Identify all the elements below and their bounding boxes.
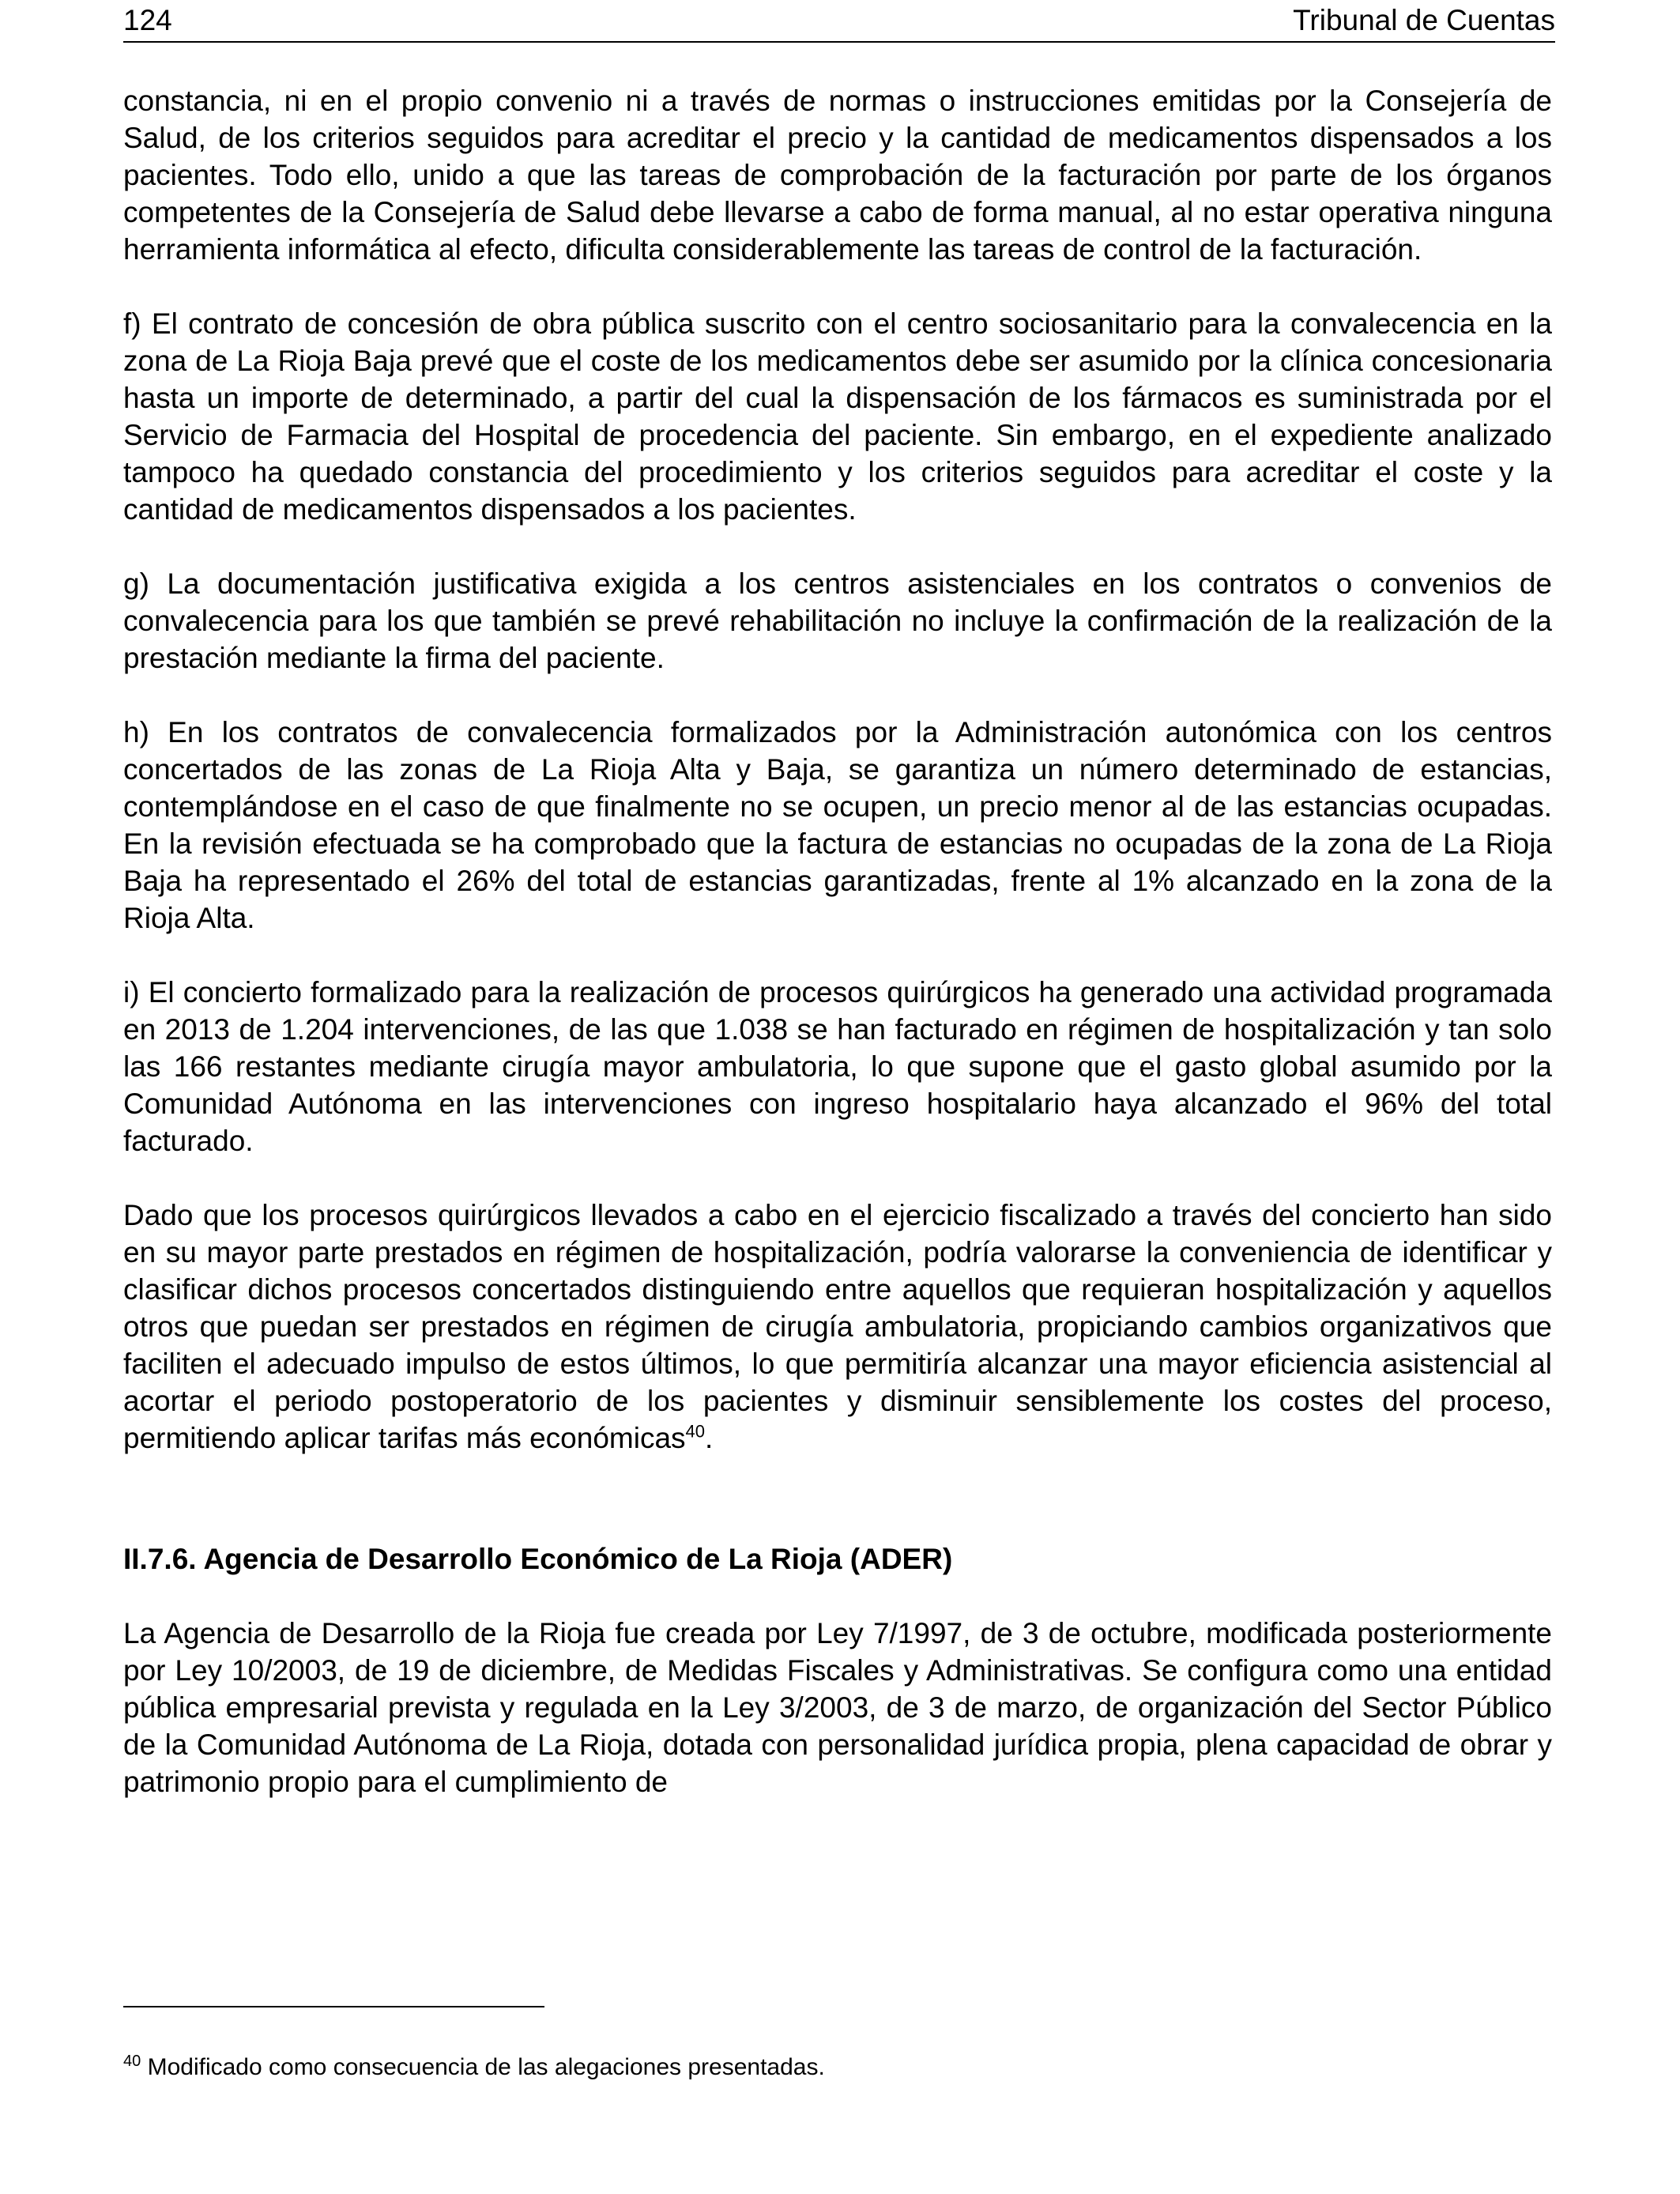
footnote-text: Modificado como consecuencia de las alegaciones presentadas. [147,2054,825,2080]
body-text [123,82,1552,1838]
page-header [123,0,1555,43]
paragraph-g: g) La documentación justificativa exigida a los centros asistenciales en los contratos o convenios de convalecencia para los que también se prevé rehabilitación no incluye la confirmación de la realización de la prestación mediante la firma del paciente. [123,567,1552,674]
footnote [123,2052,1552,2083]
paragraph-f: f) El contrato de concesión de obra pública suscrito con el centro sociosanitario para la convalecencia en la zona de La Rioja Baja prevé que el coste de los medicamentos debe ser asumido por la clínica concesionaria hasta un importe de determinado, a partir del cual la dispensación de los fármacos es suministrada por el Servicio de Farmacia del Hospital de procedencia del paciente. Sin embargo, en el expediente analizado tampoco ha quedado constancia del procedimiento y los criterios seguidos para acreditar el coste y la cantidad de medicamentos dispensados a los pacientes. [123,307,1552,526]
section-paragraph: La Agencia de Desarrollo de la Rioja fue creada por Ley 7/1997, de 3 de octubre, modificada posteriormente por Ley 10/2003, de 19 de diciembre, de Medidas Fiscales y Administrativas. Se configura como una entidad pública empresarial prevista y regulada en la Ley 3/2003, de 3 de marzo, de organización del Sector Público de la Comunidad Autónoma de La Rioja, dotada con personalidad jurídica propia, plena capacidad de obrar y patrimonio propio para el cumplimiento de [123,1617,1552,1798]
paragraph-continuation: constancia, ni en el propio convenio ni a través de normas o instrucciones emitidas por la Consejería de Salud, de los criterios seguidos para acreditar el precio y la cantidad de medicamentos dispensados a los pacientes. Todo ello, unido a que las tareas de comprobación de la facturación por parte de los órganos competentes de la Consejería de Salud debe llevarse a cabo de forma manual, al no estar operativa ninguna herramienta informática al efecto, dificulta considerablemente las tareas de control de la facturación. [123,85,1552,266]
section-heading: II.7.6. Agencia de Desarrollo Económico de La Rioja (ADER) [123,1543,953,1575]
conclusion-end: . [705,1422,714,1454]
paragraph-h: h) En los contratos de convalecencia formalizados por la Administración autonómica con los centros concertados de las zonas de La Rioja Alta y Baja, se garantiza un número determinado de estancias, contemplándose en el caso de que finalmente no se ocupen, un precio menor al de las estancias ocupadas. En la revisión efectuada se ha comprobado que la factura de estancias no ocupadas de la zona de La Rioja Baja ha representado el 26% del total de estancias garantizadas, frente al 1% alcanzado en la zona de la Rioja Alta. [123,716,1552,934]
footnote-reference[interactable]: 40 [685,1421,706,1442]
page-number: 124 [123,4,172,36]
paragraph-conclusion [123,1197,1552,1457]
conclusion-text: Dado que los procesos quirúrgicos llevados a cabo en el ejercicio fiscalizado a través del concierto han sido en su mayor parte prestados en régimen de hospitalización, podría valorarse la conveniencia de identificar y clasificar dichos procesos concertados distinguiendo entre aquellos que requieran hospitalización y aquellos otros que puedan ser prestados en régimen de cirugía ambulatoria, propiciando cambios organizativos que faciliten el adecuado impulso de estos últimos, lo que permitiría alcanzar una mayor eficiencia asistencial al acortar el periodo postoperatorio de los pacientes y disminuir sensiblemente los costes del proceso, permitiendo aplicar tarifas más económicas [123,1199,1552,1454]
footnote-separator [123,2006,544,2007]
paragraph-i: i) El concierto formalizado para la realización de procesos quirúrgicos ha generado una actividad programada en 2013 de 1.204 intervenciones, de las que 1.038 se han facturado en régimen de hospitalización y tan solo las 166 restantes mediante cirugía mayor ambulatoria, lo que supone que el gasto global asumido por la Comunidad Autónoma en las intervenciones con ingreso hospitalario haya alcanzado el 96% del total facturado. [123,976,1552,1157]
running-title: Tribunal de Cuentas [1293,4,1555,36]
footnote-number: 40 [123,2053,141,2070]
